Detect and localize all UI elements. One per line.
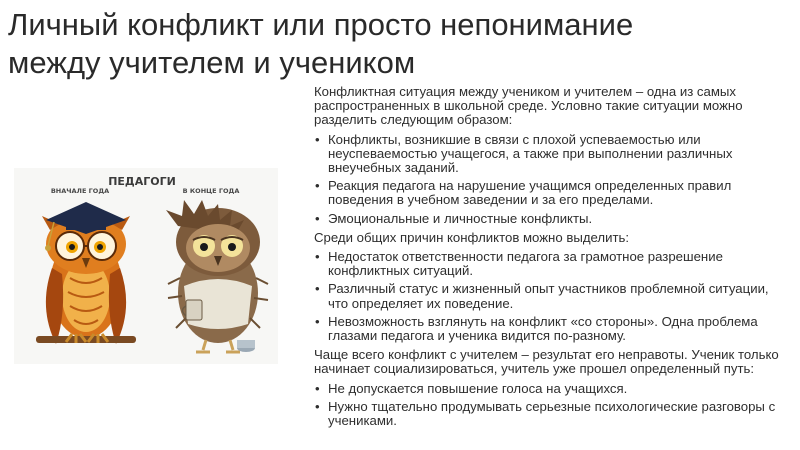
causes-list	[314, 250, 792, 343]
causes-heading: Среди общих причин конфликтов можно выделить:	[314, 229, 630, 245]
tired-owl	[166, 200, 268, 352]
intro-paragraph: Конфликтная ситуация между учеником и учителем – одна из самых распространенных в школьной среде. Условно такие ситуации можно разделить следующим образом:	[314, 84, 743, 128]
list-item: • Невозможность взглянуть на конфликт «со стороны». Одна проблема глазами педагога и ученика видится по-разному.	[314, 315, 792, 343]
title-line-1: Личный конфликт или просто непонимание	[8, 7, 634, 42]
list-item: • Нужно тщательно продумывать серьезные психологические разговоры с учениками.	[314, 400, 792, 428]
slide-body	[314, 85, 792, 433]
image-left-caption: ВНАЧАЛЕ ГОДА	[50, 187, 110, 195]
slide-title	[8, 6, 788, 82]
neat-owl	[36, 202, 136, 344]
list-item: • Не допускается повышение голоса на учащихся.	[314, 382, 792, 396]
image-right-caption: В КОНЦЕ ГОДА	[182, 187, 240, 195]
teacher-rules-list	[314, 382, 792, 429]
list-item: • Реакция педагога на нарушение учащимся определенных правил поведения в учебном заведении и за его пределами.	[314, 179, 792, 207]
list-item: • Эмоциональные и личностные конфликты.	[314, 212, 792, 226]
owls-illustration	[14, 168, 278, 364]
conclusion-paragraph: Чаще всего конфликт с учителем – результат его неправоты. Ученик только начинает социализироваться, учитель уже прошел определенный путь:	[314, 347, 779, 377]
image-heading: ПЕДАГОГИ	[108, 175, 176, 188]
owls-illustration-svg	[14, 168, 278, 364]
list-item: • Различный статус и жизненный опыт участников проблемной ситуации, что определяет их поведение.	[314, 282, 792, 310]
conflict-types-list	[314, 133, 792, 226]
list-item: • Недостаток ответственности педагога за грамотное разрешение конфликтных ситуаций.	[314, 250, 792, 278]
title-line-2: между учителем и учеником	[8, 45, 416, 80]
list-item: • Конфликты, возникшие в связи с плохой успеваемостью или неуспеваемостью учащегося, а также при выполнении различных внеучебных заданий.	[314, 133, 792, 176]
